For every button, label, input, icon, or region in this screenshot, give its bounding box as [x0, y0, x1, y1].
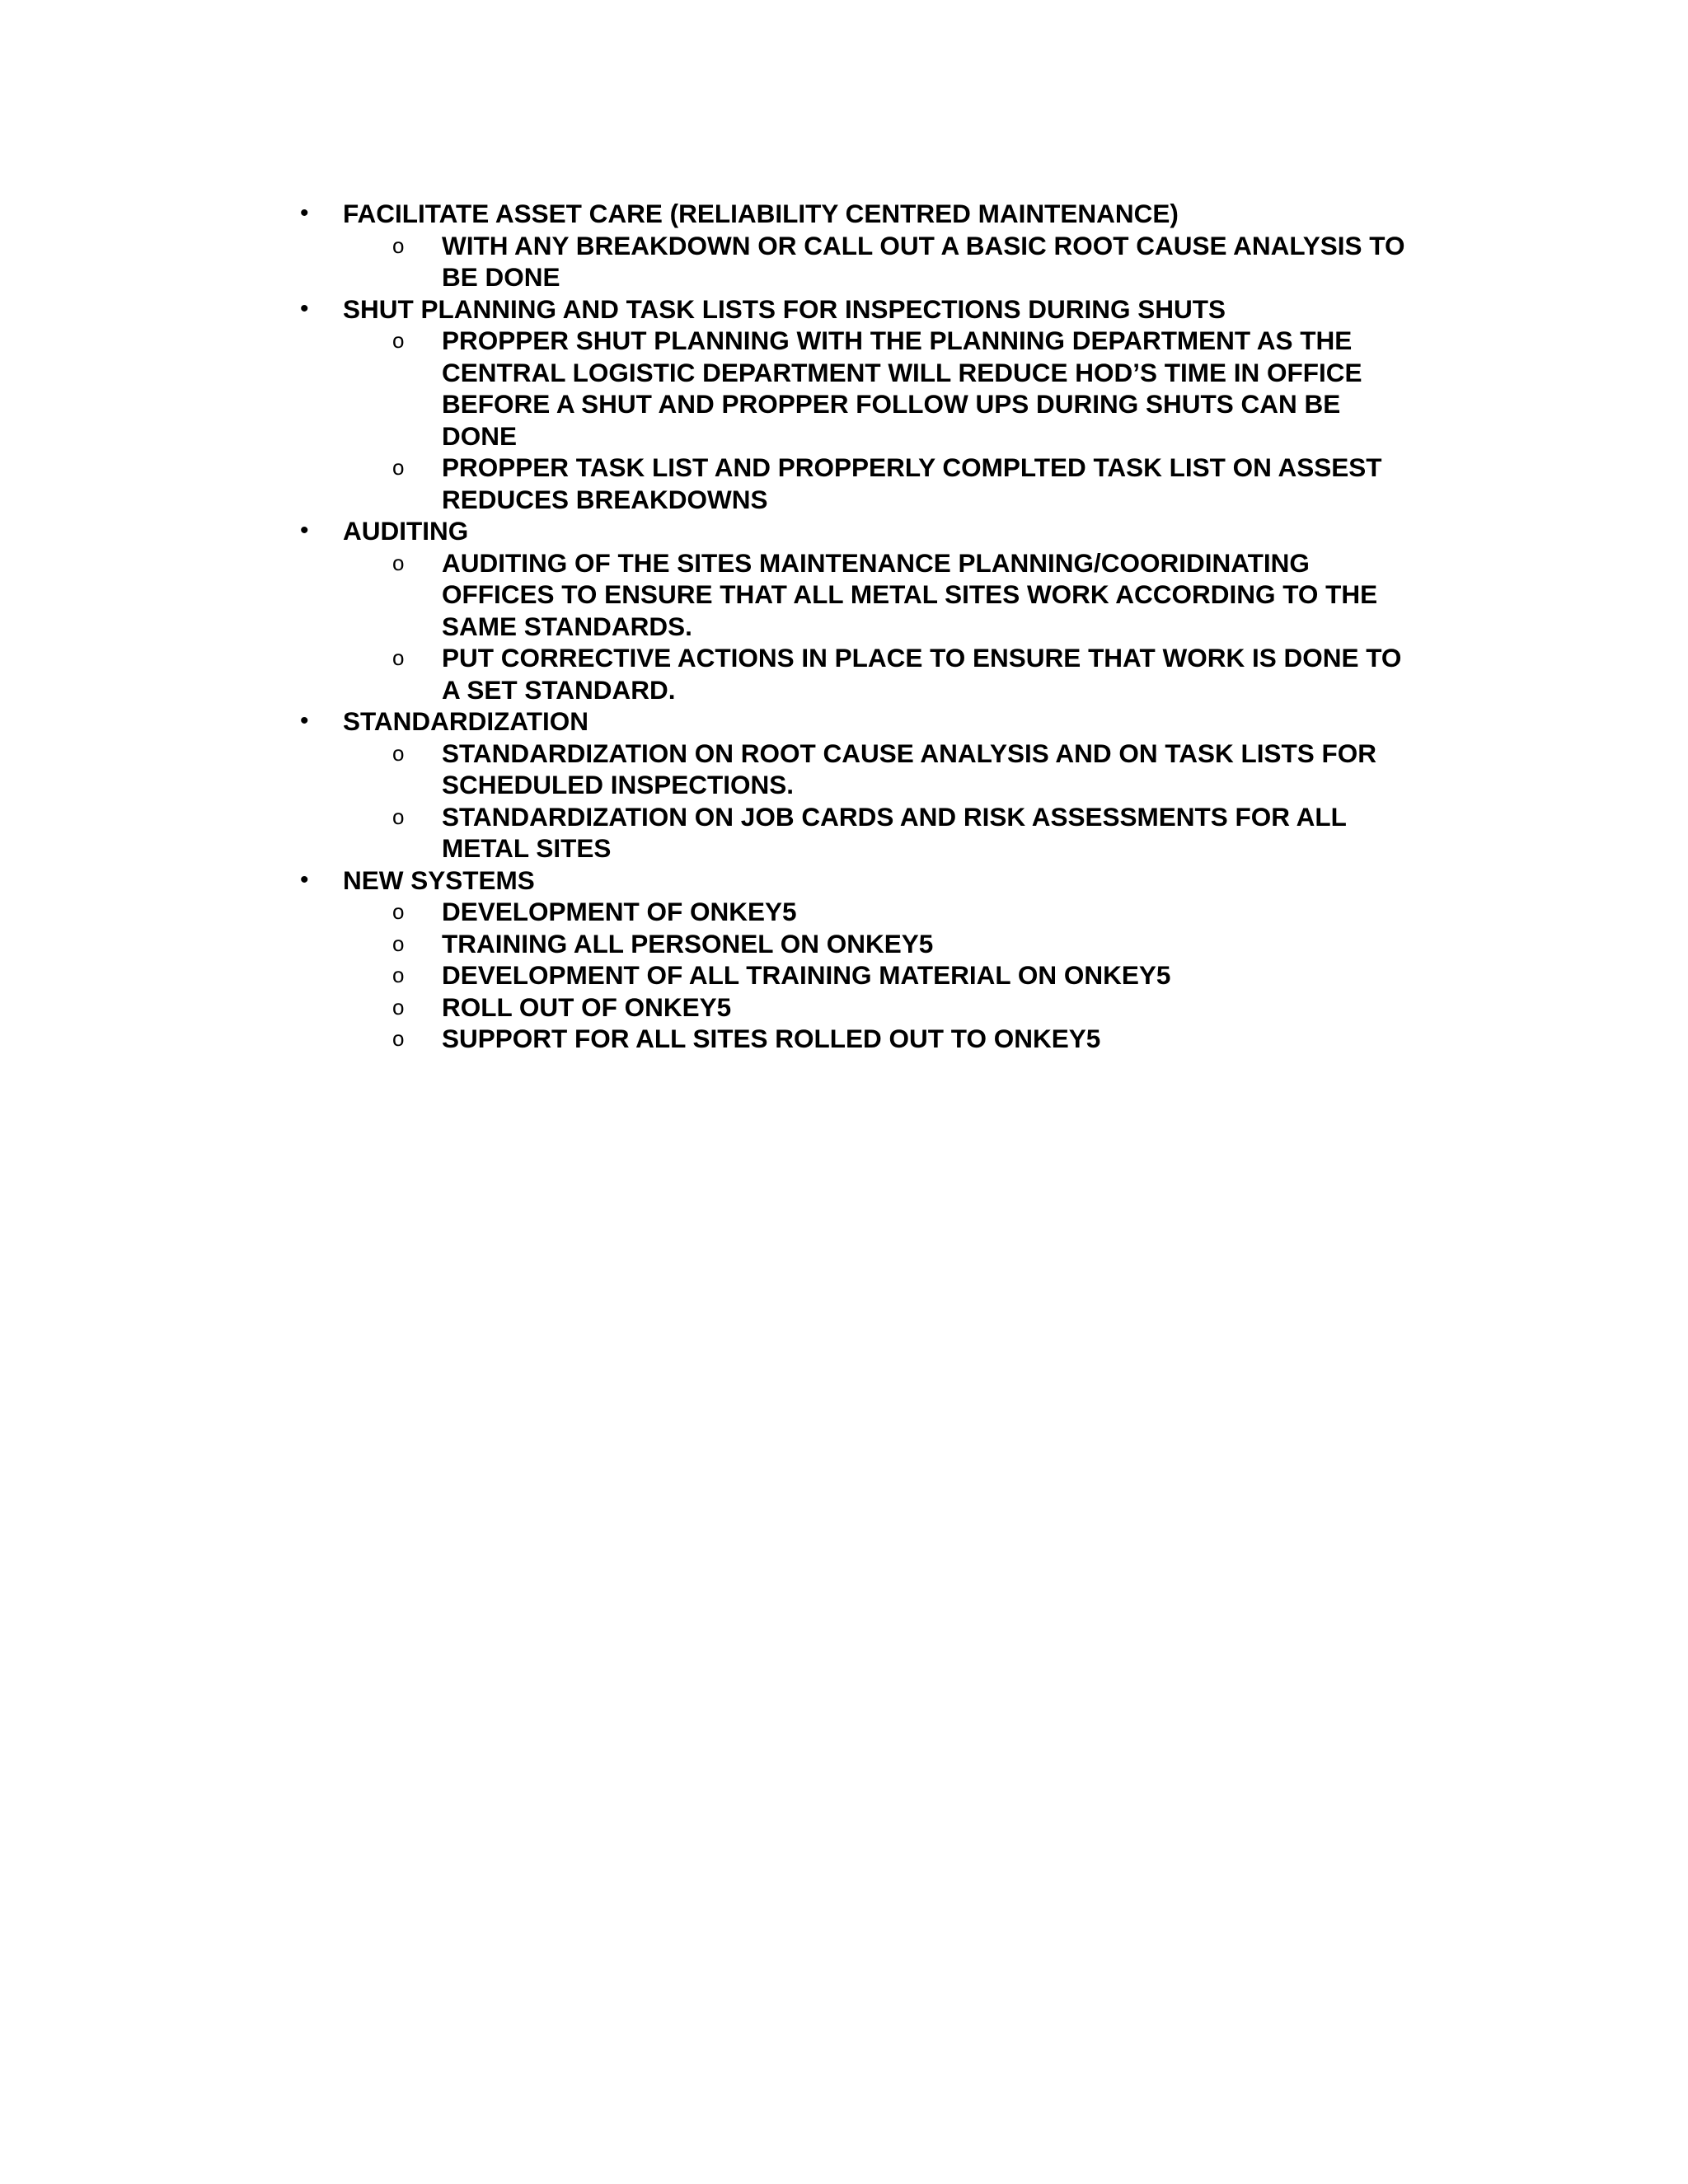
sub-list-item: [293, 928, 1423, 960]
sub-list-item: [293, 959, 1423, 991]
circle-bullet-icon: o: [392, 550, 405, 575]
circle-bullet-icon: o: [392, 1026, 405, 1051]
sub-list-item: [293, 642, 1423, 705]
sub-list-item: [293, 1023, 1423, 1055]
list-item: [293, 515, 1423, 547]
sub-item-text: PUT CORRECTIVE ACTIONS IN PLACE TO ENSURE THAT WORK IS DONE TO A SET STANDARD.: [442, 643, 1402, 705]
sub-item-text: DEVELOPMENT OF ONKEY5: [442, 897, 797, 926]
circle-bullet-icon: o: [392, 899, 405, 924]
list-item: [293, 198, 1423, 230]
circle-bullet-icon: o: [392, 930, 405, 956]
circle-bullet-icon: o: [392, 455, 405, 480]
sub-list-item: [293, 452, 1423, 515]
circle-bullet-icon: o: [392, 328, 405, 353]
sub-list-item: [293, 991, 1423, 1024]
bullet-icon: •: [300, 707, 309, 734]
circle-bullet-icon: o: [392, 740, 405, 766]
sub-list-item: [293, 896, 1423, 928]
sub-item-text: WITH ANY BREAKDOWN OR CALL OUT A BASIC ROOT CAUSE ANALYSIS TO BE DONE: [442, 230, 1405, 292]
circle-bullet-icon: o: [392, 963, 405, 987]
section-heading: FACILITATE ASSET CARE (RELIABILITY CENTRED MAINTENANCE): [343, 199, 1179, 228]
bullet-icon: •: [300, 199, 309, 227]
list-item: [293, 293, 1423, 326]
section-heading: SHUT PLANNING AND TASK LISTS FOR INSPECTIONS DURING SHUTS: [343, 293, 1226, 324]
circle-bullet-icon: o: [392, 804, 405, 829]
sub-list-item: [293, 325, 1423, 452]
sub-item-text: AUDITING OF THE SITES MAINTENANCE PLANNING/COORIDINATING OFFICES TO ENSURE THAT ALL METAL SITES WORK ACCORDING TO THE SAME STANDARDS.: [442, 547, 1378, 641]
sub-item-text: PROPPER TASK LIST AND PROPPERLY COMPLTED TASK LIST ON ASSEST REDUCES BREAKDOWNS: [442, 452, 1382, 514]
circle-bullet-icon: o: [392, 645, 405, 670]
list-item: [293, 705, 1423, 738]
sub-item-text: TRAINING ALL PERSONEL ON ONKEY5: [442, 928, 934, 958]
sub-item-text: DEVELOPMENT OF ALL TRAINING MATERIAL ON ONKEY5: [442, 960, 1171, 990]
sub-item-text: STANDARDIZATION ON ROOT CAUSE ANALYSIS AND ON TASK LISTS FOR SCHEDULED INSPECTIONS.: [442, 738, 1377, 799]
sub-list-item: [293, 801, 1423, 865]
bullet-icon: •: [300, 865, 309, 893]
circle-bullet-icon: o: [392, 994, 405, 1019]
sub-list-item: [293, 547, 1423, 643]
circle-bullet-icon: o: [392, 232, 405, 258]
sub-item-text: PROPPER SHUT PLANNING WITH THE PLANNING DEPARTMENT AS THE CENTRAL LOGISTIC DEPARTMENT WILL REDUCE HOD’S TIME IN OFFICE BEFORE A SHUT AND PROPPER FOLLOW UPS DURING SHUTS CAN BE DONE: [442, 326, 1362, 451]
bullet-icon: •: [300, 517, 309, 544]
list-item: [293, 865, 1423, 897]
section-heading: STANDARDIZATION: [343, 706, 589, 736]
sub-item-text: STANDARDIZATION ON JOB CARDS AND RISK ASSESSMENTS FOR ALL METAL SITES: [442, 801, 1347, 863]
sub-list-item: [293, 738, 1423, 801]
section-heading: NEW SYSTEMS: [343, 865, 535, 895]
bullet-icon: •: [300, 294, 309, 322]
bullet-list: [293, 198, 1423, 1055]
sub-list-item: [293, 230, 1423, 293]
section-heading: AUDITING: [343, 516, 469, 546]
sub-item-text: ROLL OUT OF ONKEY5: [442, 991, 732, 1022]
sub-item-text: SUPPORT FOR ALL SITES ROLLED OUT TO ONKEY5: [442, 1024, 1101, 1053]
